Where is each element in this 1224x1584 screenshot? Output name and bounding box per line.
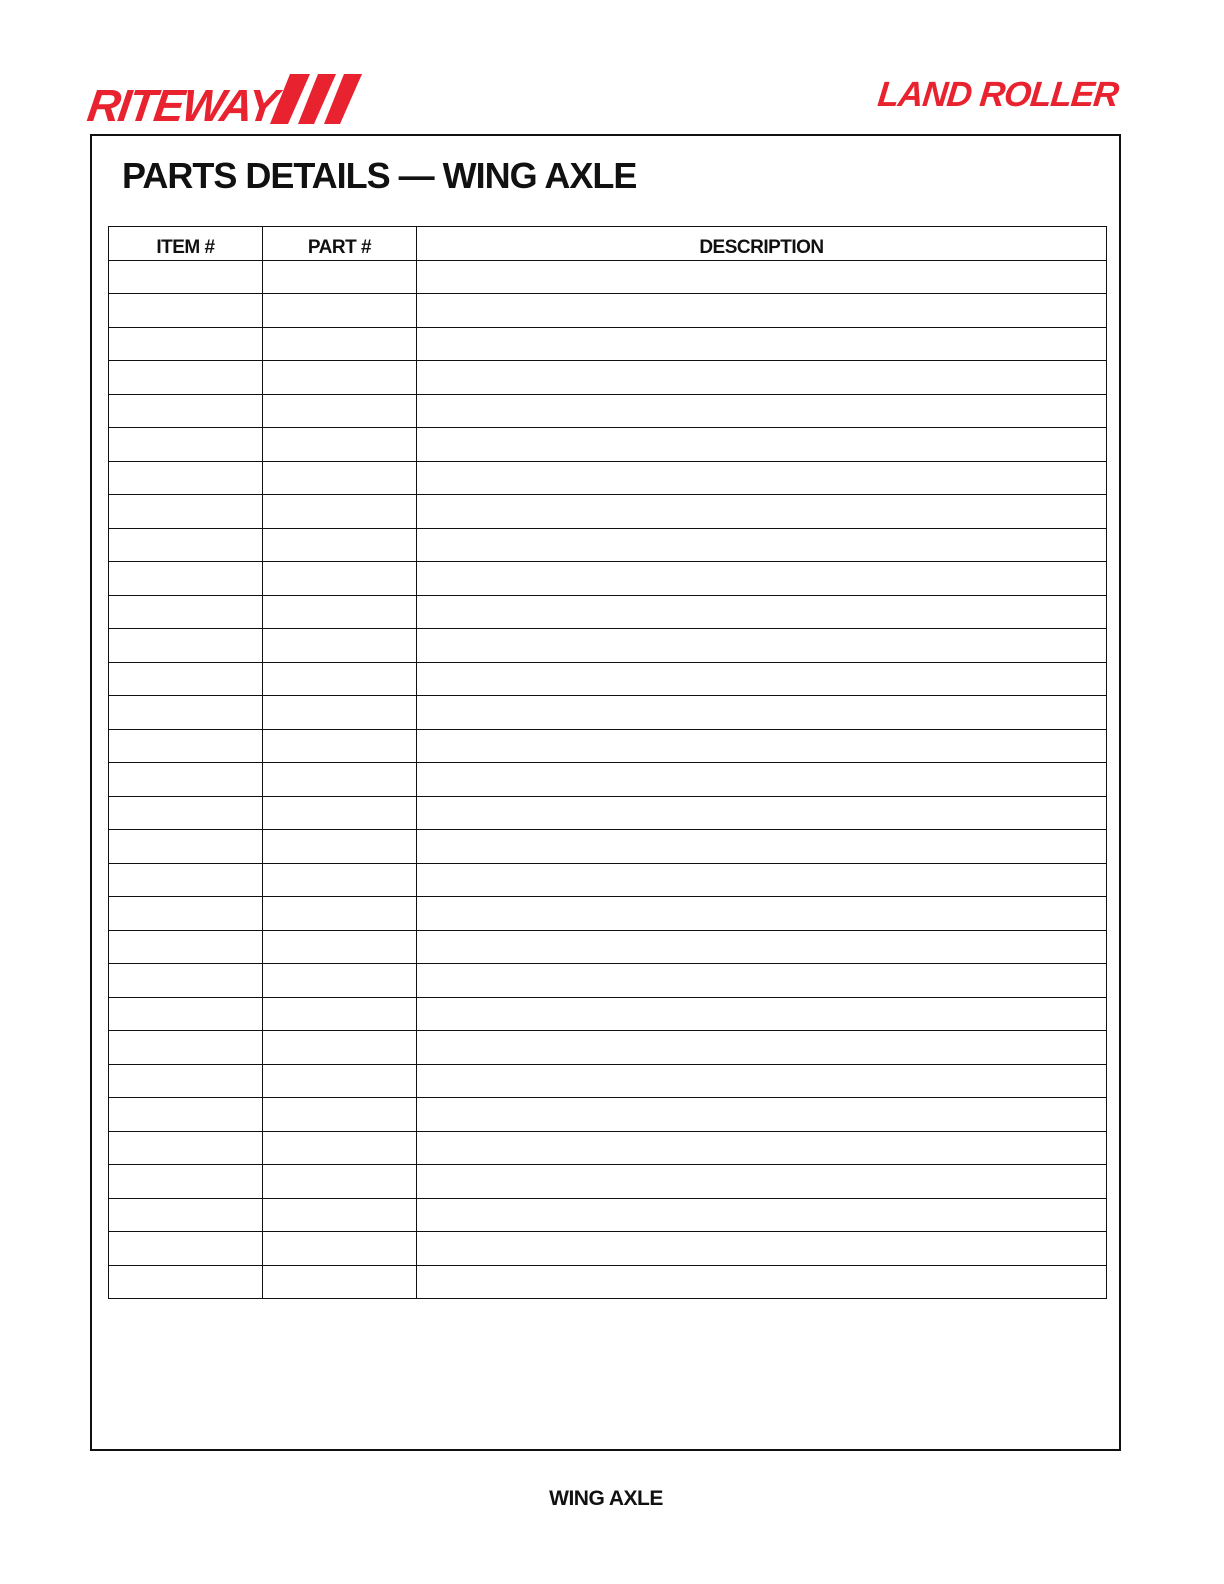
description-cell xyxy=(417,662,1107,696)
item-number-cell xyxy=(109,1265,263,1299)
table-header-row xyxy=(109,227,1107,261)
part-number-cell xyxy=(263,1064,417,1098)
table-row xyxy=(109,495,1107,529)
riteway-logo xyxy=(84,70,366,131)
table-row xyxy=(109,1031,1107,1065)
part-number-cell xyxy=(263,696,417,730)
page-header xyxy=(0,0,1224,134)
table-row xyxy=(109,528,1107,562)
part-number-cell xyxy=(263,528,417,562)
item-number-cell xyxy=(109,327,263,361)
item-number-cell xyxy=(109,662,263,696)
page-title: PARTS DETAILS — WING AXLE xyxy=(122,155,637,196)
item-number-cell xyxy=(109,361,263,395)
part-number-cell xyxy=(263,964,417,998)
item-number-cell xyxy=(109,1131,263,1165)
part-number-cell xyxy=(263,428,417,462)
description-cell xyxy=(417,696,1107,730)
part-number-cell xyxy=(263,863,417,897)
parts-table-body xyxy=(109,260,1107,1299)
item-number-cell xyxy=(109,595,263,629)
item-number-cell xyxy=(109,562,263,596)
item-number-cell xyxy=(109,796,263,830)
item-number-cell xyxy=(109,729,263,763)
table-row xyxy=(109,1131,1107,1165)
item-number-cell xyxy=(109,897,263,931)
part-number-cell xyxy=(263,763,417,797)
riteway-stripes-icon xyxy=(270,72,366,126)
part-number-cell xyxy=(263,595,417,629)
item-number-cell xyxy=(109,830,263,864)
table-row xyxy=(109,997,1107,1031)
table-row xyxy=(109,763,1107,797)
description-cell xyxy=(417,863,1107,897)
table-row xyxy=(109,964,1107,998)
table-row xyxy=(109,428,1107,462)
table-row xyxy=(109,796,1107,830)
table-row xyxy=(109,1198,1107,1232)
description-cell xyxy=(417,964,1107,998)
part-number-cell xyxy=(263,394,417,428)
item-number-cell xyxy=(109,1031,263,1065)
description-cell xyxy=(417,428,1107,462)
table-row xyxy=(109,394,1107,428)
footer-label: WING AXLE xyxy=(549,1487,663,1510)
table-row xyxy=(109,294,1107,328)
part-number-cell xyxy=(263,495,417,529)
part-number-cell xyxy=(263,796,417,830)
description-cell xyxy=(417,1064,1107,1098)
brand-name: RITEWAY xyxy=(84,80,280,131)
document-frame xyxy=(90,134,1121,1451)
description-cell xyxy=(417,1031,1107,1065)
item-number-cell xyxy=(109,763,263,797)
description-cell xyxy=(417,461,1107,495)
part-number-cell xyxy=(263,629,417,663)
item-number-cell xyxy=(109,997,263,1031)
table-row xyxy=(109,897,1107,931)
table-row xyxy=(109,361,1107,395)
description-cell xyxy=(417,1232,1107,1266)
item-number-cell xyxy=(109,964,263,998)
description-cell xyxy=(417,1098,1107,1132)
description-cell xyxy=(417,729,1107,763)
part-number-cell xyxy=(263,1098,417,1132)
part-number-cell xyxy=(263,1265,417,1299)
table-row xyxy=(109,696,1107,730)
table-row xyxy=(109,595,1107,629)
item-number-cell xyxy=(109,528,263,562)
table-row xyxy=(109,930,1107,964)
table-row xyxy=(109,1232,1107,1266)
description-cell xyxy=(417,763,1107,797)
description-cell xyxy=(417,1198,1107,1232)
description-cell xyxy=(417,997,1107,1031)
item-number-cell xyxy=(109,1232,263,1266)
part-number-cell xyxy=(263,729,417,763)
description-cell xyxy=(417,830,1107,864)
table-row xyxy=(109,662,1107,696)
description-cell xyxy=(417,327,1107,361)
description-cell xyxy=(417,1131,1107,1165)
part-number-cell xyxy=(263,260,417,294)
item-number-cell xyxy=(109,294,263,328)
part-number-cell xyxy=(263,1165,417,1199)
description-cell xyxy=(417,528,1107,562)
part-number-cell xyxy=(263,830,417,864)
description-cell xyxy=(417,562,1107,596)
item-number-cell xyxy=(109,461,263,495)
description-cell xyxy=(417,394,1107,428)
part-number-cell xyxy=(263,461,417,495)
table-row xyxy=(109,562,1107,596)
part-number-cell xyxy=(263,1232,417,1266)
description-cell xyxy=(417,361,1107,395)
column-header-description: DESCRIPTION xyxy=(417,227,1107,261)
table-row xyxy=(109,260,1107,294)
part-number-cell xyxy=(263,662,417,696)
description-cell xyxy=(417,930,1107,964)
part-number-cell xyxy=(263,930,417,964)
table-row xyxy=(109,327,1107,361)
part-number-cell xyxy=(263,897,417,931)
description-cell xyxy=(417,495,1107,529)
table-row xyxy=(109,863,1107,897)
parts-table xyxy=(108,226,1107,1299)
description-cell xyxy=(417,260,1107,294)
table-row xyxy=(109,1098,1107,1132)
item-number-cell xyxy=(109,428,263,462)
part-number-cell xyxy=(263,1131,417,1165)
table-row xyxy=(109,1064,1107,1098)
product-name: LAND ROLLER xyxy=(876,75,1121,114)
item-number-cell xyxy=(109,495,263,529)
item-number-cell xyxy=(109,863,263,897)
part-number-cell xyxy=(263,562,417,596)
description-cell xyxy=(417,294,1107,328)
item-number-cell xyxy=(109,394,263,428)
part-number-cell xyxy=(263,1198,417,1232)
part-number-cell xyxy=(263,294,417,328)
description-cell xyxy=(417,1265,1107,1299)
description-cell xyxy=(417,1165,1107,1199)
table-row xyxy=(109,830,1107,864)
column-header-part-number: PART # xyxy=(263,227,417,261)
description-cell xyxy=(417,897,1107,931)
table-row xyxy=(109,729,1107,763)
part-number-cell xyxy=(263,327,417,361)
table-row xyxy=(109,629,1107,663)
item-number-cell xyxy=(109,260,263,294)
item-number-cell xyxy=(109,629,263,663)
column-header-item-number: ITEM # xyxy=(109,227,263,261)
item-number-cell xyxy=(109,1098,263,1132)
item-number-cell xyxy=(109,1064,263,1098)
description-cell xyxy=(417,595,1107,629)
table-row xyxy=(109,461,1107,495)
part-number-cell xyxy=(263,997,417,1031)
part-number-cell xyxy=(263,361,417,395)
item-number-cell xyxy=(109,1198,263,1232)
table-row xyxy=(109,1265,1107,1299)
item-number-cell xyxy=(109,1165,263,1199)
table-row xyxy=(109,1165,1107,1199)
description-cell xyxy=(417,796,1107,830)
part-number-cell xyxy=(263,1031,417,1065)
item-number-cell xyxy=(109,930,263,964)
description-cell xyxy=(417,629,1107,663)
item-number-cell xyxy=(109,696,263,730)
